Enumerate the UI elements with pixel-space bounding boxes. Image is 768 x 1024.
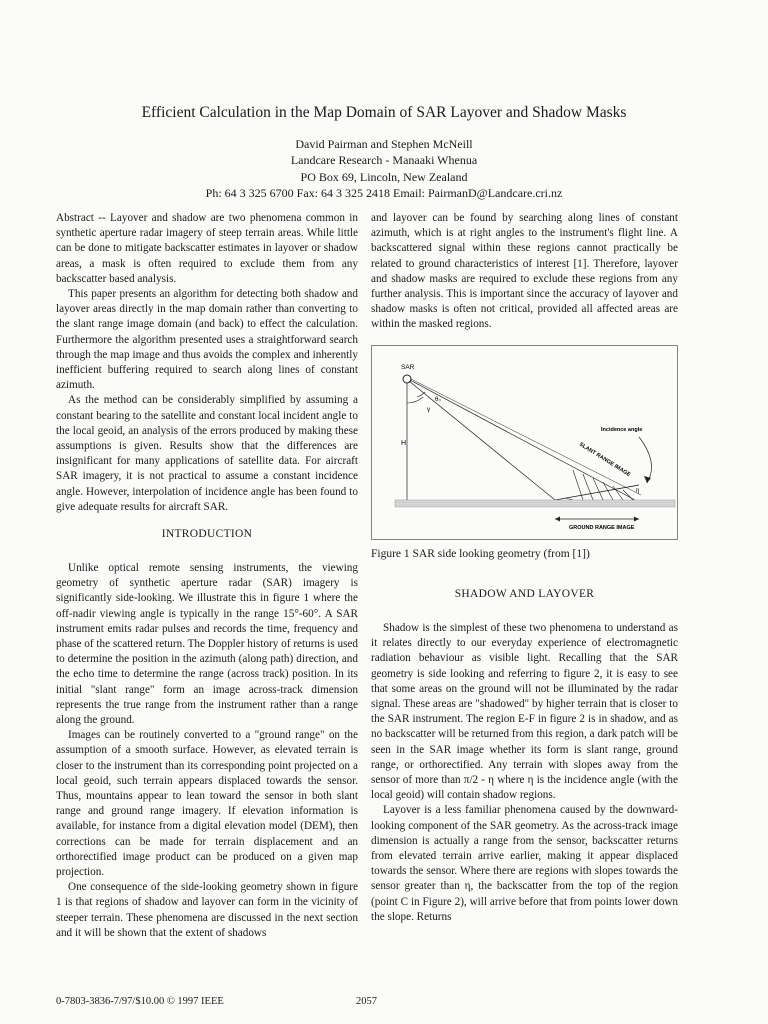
figure-1 [371,345,678,540]
affiliation: Landcare Research - Manaaki Whenua [290,153,478,168]
abstract-paragraph-3: As the method can be considerably simplified by assuming a constant bearing to the satellite and constant local incident angle to the local geoid, an analysis of the errors produced by making these assumptions is given. Results show that the differences are insignificant for many applications of satellite data. For aircraft SAR imagery, it is not practical to assume a constant incidence angle. However, interpolation of incidence angle has been found to give adequate results for aircraft SAR. [56,394,358,513]
label-ground-range: GROUND RANGE IMAGE [569,525,635,531]
author-block [0,136,768,202]
ground-surface [395,500,675,507]
paper-title: Efficient Calculation in the Map Domain of SAR Layover and Shadow Masks [141,104,627,121]
incidence-arrow [639,437,652,483]
label-theta: θ₀ [435,397,441,403]
label-slant-range: SLANT RANGE IMAGE [577,441,632,479]
label-sar: SAR [401,364,415,371]
label-h: H [401,440,407,447]
introduction-paragraph-2: Images can be routinely converted to a "ground range" on the assumption of a smooth surface. However, as elevated terrain is closer to the instrument than its corresponding point projected on a local geoid, such terrain appears displaced towards the sensor. Thus, mountains appear to lean toward the sensor in both slant range and ground range imagery. If elevation information is available, for instance from a digital elevation model (DEM), then corrections can be made for terrain displacement and an orthorectified image product can be produced on a given map projection. [56,729,358,879]
label-eta: η [636,488,640,494]
right-column-top [371,211,678,333]
footer-copyright: 0-7803-3836-7/97/$10.00 © 1997 IEEE [56,996,224,1007]
label-incidence-angle: Incidence angle [601,427,643,433]
abstract-paragraph-1: Abstract -- Layover and shadow are two phenomena common in synthetic aperture radar imagery of steep terrain areas. While little can be done to mitigate backscatter estimates in layover or shadow areas, a mask is often required to exclude them from any backscatter based analysis. [56,212,358,285]
address: PO Box 69, Lincoln, New Zealand [300,169,468,184]
gamma-arc [407,397,423,403]
shadow-layover-block [371,621,678,925]
introduction-block [56,561,358,941]
introduction-paragraph-1: Unlike optical remote sensing instruments, the viewing geometry of synthetic aperture radar (SAR) imagery is significantly side-looking. We illustrate this in figure 1 where the off-nadir viewing angle is typically in the range 15°-60°. A SAR instrument emits radar pulses and records the time, frequency and phase of the scattered return. The Doppler history of returns is used to determine the position in the azimuth (along path) direction, and the echo time to determine the range (across track) position. In its initial "slant range" form an image across-track dimension represents the true range from the instrument rather than a range along the ground. [56,562,358,727]
label-gamma: γ [427,406,431,413]
introduction-heading: INTRODUCTION [161,528,253,540]
abstract-paragraph-2: This paper presents an algorithm for detecting both shadow and layover areas directly in the map domain rather than converting to the slant range image domain (and back) to effect the calculation. Furthermore the algorithm presented uses a straightforward search through the map image and thus avoids the complex and inherently inefficient buffering required to search along lines of constant azimuth. [56,288,358,392]
abstract-block [56,211,358,515]
figure-1-caption: Figure 1 SAR side looking geometry (from [1]) [371,548,590,560]
shadow-paragraph-1: Shadow is the simplest of these two phenomena to understand as it relates directly to our everyday experience of electromagnetic radiation behaviour as visible light. Recalling that the SAR geometry is side looking and referring to figure 2, it is easy to see that some areas on the ground will not be illuminated by the radar signal. These areas are "shadowed" by higher terrain that is closer to the SAR instrument. The region E-F in figure 2 is in shadow, and as no backscatter will be returned from this region, a dark patch will be seen in the SAR image whether its form is slant range, ground range, or orthorectified. Any terrain with slopes away from the sensor of more than π/2 - η where η is the incidence angle (with the local geoid) will contain shadow regions. [371,622,678,802]
right-paragraph-top: and layover can be found by searching along lines of constant azimuth, which is at right angles to the instrument's flight line. A backscattered signal within these regions cannot practically be related to ground characteristics of interest [1]. Therefore, layover and shadow masks are required to exclude these regions from any further analysis. This is important since the accuracy of layover and shadow masks is often not critical, provided all affected areas are within the masked regions. [371,212,678,331]
beam-far-ray [411,379,641,495]
sar-geometry-diagram [371,345,678,540]
contact-line: Ph: 64 3 325 6700 Fax: 64 3 325 2418 Email: PairmanD@Landcare.cri.nz [205,186,563,201]
page-number: 2057 [356,996,377,1007]
beam-mid-ray [410,380,635,500]
ground-range-arrow-left [555,517,560,522]
ground-range-arrow-right [634,517,639,522]
introduction-paragraph-3: One consequence of the side-looking geometry shown in figure 1 is that regions of shadow and layover can form in the vicinity of steeper terrain. These phenomena are discussed in the next section and it will be shown that the extent of shadows [56,881,358,939]
shadow-layover-heading: SHADOW AND LAYOVER [454,588,595,600]
shadow-paragraph-2: Layover is a less familiar phenomena caused by the downward-looking component of the SAR geometry. As the across-track image dimension is actually a range from the sensor, backscatter returns from elevated terrain arrive earlier, making it appear displaced towards the sensor. Where there are regions with slopes towards the sensor greater than η, the backscatter from the top of the region (point C in Figure 2), will arrive before that from points lower down the slope. Returns [371,804,678,923]
figure-frame [372,346,678,540]
authors: David Pairman and Stephen McNeill [295,137,473,151]
